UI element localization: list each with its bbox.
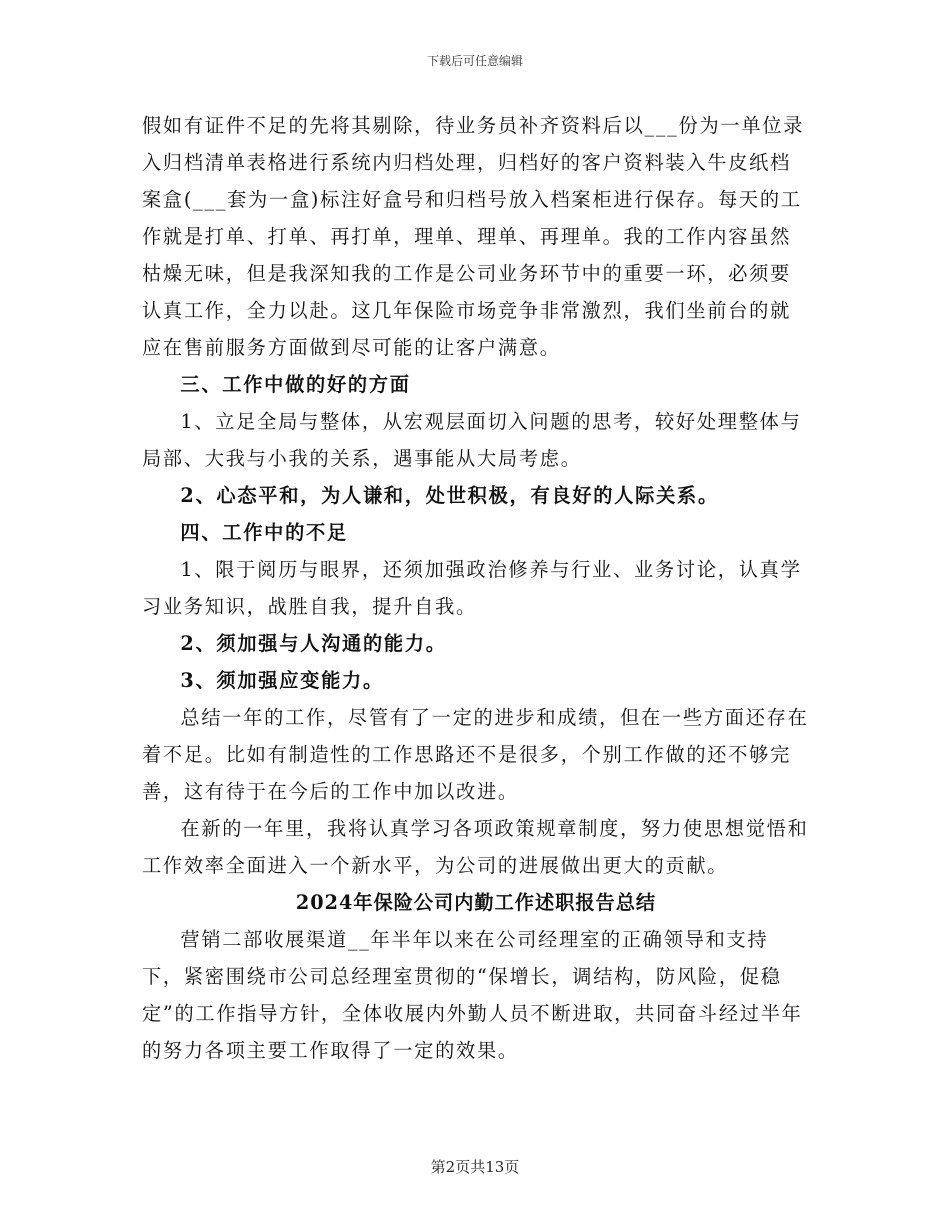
- section-heading: 三、工作中做的好的方面: [180, 373, 411, 396]
- body-paragraph: 1、限于阅历与眼界，还须加强政治修养与行业、业务讨论，认真学习业务知识，战胜自我，提升自我。: [142, 558, 802, 618]
- report-title: 2024年保险公司内勤工作述职报告总结: [295, 891, 657, 914]
- body-paragraph: 总结一年的工作，尽管有了一定的进步和成绩，但在一些方面还存在着不足。比如有制造性的工作思路还不是很多，个别工作做的还不够完善，这有待于在今后的工作中加以改进。: [142, 706, 809, 803]
- document-body: [142, 107, 810, 1069]
- section-heading: 四、工作中的不足: [180, 521, 348, 544]
- body-paragraph: 在新的一年里，我将认真学习各项政策规章制度，努力使思想觉悟和工作效率全面进入一个新水平，为公司的进展做出更大的贡献。: [142, 817, 809, 877]
- list-item-bold: 2、心态平和，为人谦和，处世积极，有良好的人际关系。: [180, 484, 719, 507]
- page-number: 第2页共13页: [430, 1158, 520, 1176]
- list-item-bold: 3、须加强应变能力。: [180, 669, 384, 692]
- list-item-bold: 2、须加强与人沟通的能力。: [180, 632, 447, 655]
- body-paragraph: 营销二部收展渠道__年半年以来在公司经理室的正确领导和支持下，紧密围绕市公司总经理室贯彻的“保增长，调结构，防风险，促稳定”的工作指导方针，全体收展内外勤人员不断进取，共同奋斗经过半年的努力各项主要工作取得了一定的效果。: [142, 928, 803, 1062]
- body-paragraph: 1、立足全局与整体，从宏观层面切入问题的思考，较好处理整体与局部、大我与小我的关系，遇事能从大局考虑。: [142, 410, 802, 470]
- page-header: 下载后可任意编辑: [426, 54, 523, 68]
- body-paragraph: 假如有证件不足的先将其剔除，待业务员补齐资料后以___份为一单位录入归档清单表格进行系统内归档处理，归档好的客户资料装入牛皮纸档案盒(___套为一盒)标注好盒号和归档号放入档案柜进行保存。每天的工作就是打单、打单、再打单，理单、理单、再理单。我的工作内容虽然枯燥无味，但是我深知我的工作是公司业务环节中的重要一环，必须要认真工作，全力以赴。这几年保险市场竞争非常激烈，我们坐前台的就应在售前服务方面做到尽可能的让客户满意。: [142, 114, 805, 359]
